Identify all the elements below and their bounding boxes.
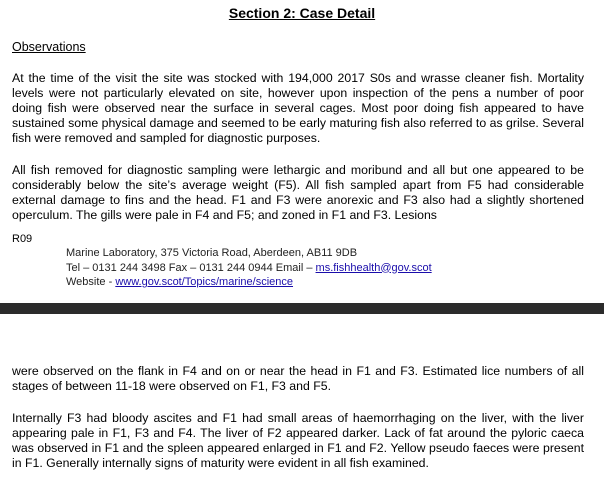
paragraph-4: Internally F3 had bloody ascites and F1 had small areas of haemorrhaging on the liver, with the liver appearing pale in F1, F3 and F4. The liver of F2 appeared darker. Lack of fat around the pyloric caeca was observed in F1 and the spleen appeared enlarged in F1 and F2. Yellow pseudo faeces were present in F1. Generally internally signs of maturity were evident in all fish examined. <box>12 411 584 470</box>
paragraph-3: were observed on the flank in F4 and on or near the head in F1 and F3. Estimated lice numbers of all stages of between 11-18 were observed on F1, F3 and F5. <box>12 364 584 393</box>
footer-tel-fax: Tel – 0131 244 3498 Fax – 0131 244 0944 Email – <box>66 261 316 274</box>
footer-website-label: Website - <box>66 276 116 288</box>
footer-website-link[interactable]: www.gov.scot/Topics/marine/science <box>115 276 294 288</box>
footer-address: Marine Laboratory, 375 Victoria Road, Aberdeen, AB11 9DB <box>66 247 358 259</box>
page-break-divider <box>0 303 604 314</box>
page-code: R09 <box>12 233 33 245</box>
footer-email-link[interactable]: ms.fishhealth@gov.scot <box>315 261 432 274</box>
paragraph-1: At the time of the visit the site was stocked with 194,000 2017 S0s and wrasse cleaner fish. Mortality levels were not particularly elevated on site, however upon inspection of the pens a number of poor doing fish were observed near the surface in several cages. Most poor doing fish appeared to have sustained some physical damage and seemed to be early maturing fish also referred to as grilse. Several fish were removed and sampled for diagnostic purposes. <box>12 71 584 145</box>
footer-website <box>66 275 586 290</box>
section-title: Section 2: Case Detail <box>228 5 376 21</box>
footer <box>66 246 586 290</box>
footer-contact <box>66 261 586 276</box>
paragraph-2: All fish removed for diagnostic sampling were lethargic and moribund and all but one appeared to be considerably below the site’s average weight (F5). All fish sampled apart from F5 had considerable external damage to fins and the head. F1 and F3 were anorexic and F3 also had a slightly shortened operculum. The gills were pale in F4 and F5; and zoned in F1 and F3. Lesions <box>12 163 584 222</box>
observations-heading: Observations <box>12 40 86 54</box>
